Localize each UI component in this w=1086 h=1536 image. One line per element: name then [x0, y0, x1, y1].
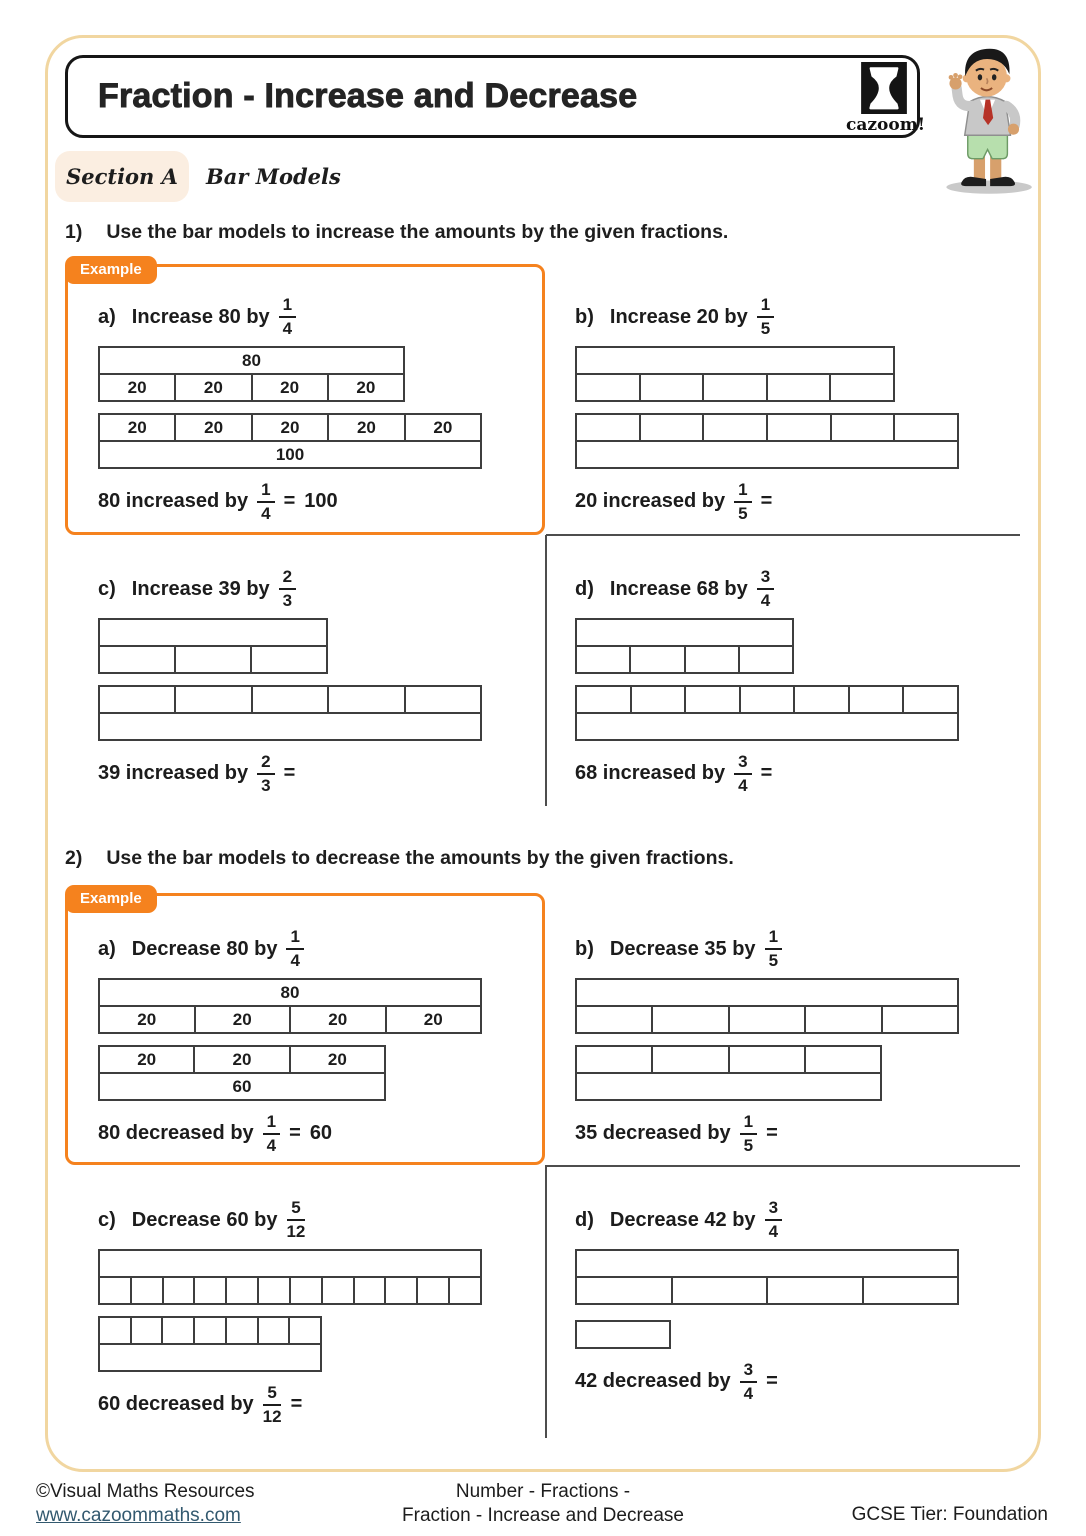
bar-cell	[651, 1007, 727, 1032]
bar-cell: 20	[194, 1007, 290, 1032]
part-title: Decrease 42 by	[609, 1208, 756, 1231]
fraction: $\frac{1}{4}$	[263, 1112, 280, 1155]
part-title: Increase 80 by	[131, 305, 270, 328]
bar-row	[575, 645, 794, 674]
part-header	[575, 1191, 1037, 1249]
bar-group	[575, 978, 959, 1034]
bar-row	[575, 1276, 959, 1305]
bar-cell	[257, 1318, 289, 1343]
bar-row	[575, 685, 959, 714]
bar-cell	[100, 714, 480, 739]
bar-cell	[629, 647, 683, 672]
bar-row	[98, 346, 405, 375]
part-q1d	[575, 560, 1037, 795]
question-number: 2)	[65, 847, 83, 869]
caption-text: 68 increased by	[575, 762, 726, 785]
bar-cell	[577, 980, 957, 1005]
bar-cell	[728, 1007, 804, 1032]
caption-text: 20 increased by	[575, 490, 726, 513]
part-letter: c)	[98, 1208, 116, 1231]
bar-cell	[193, 1278, 225, 1303]
caption-text: 80 increased by	[98, 490, 249, 513]
fraction: $\frac{1}{4}$	[279, 295, 296, 338]
part-q2b	[575, 920, 1037, 1155]
bar-cell	[793, 687, 848, 712]
cazoom-logo	[846, 62, 926, 135]
bar-cell	[100, 687, 174, 712]
bar-cell: 20	[174, 375, 250, 400]
bar-cell	[651, 1047, 727, 1072]
bar-cell: 20	[289, 1007, 385, 1032]
fraction: $\frac{1}{5}$	[734, 480, 751, 523]
equals-sign: =	[290, 1393, 303, 1416]
bar-row	[575, 712, 959, 741]
bar-row	[575, 978, 959, 1007]
bar-cell	[766, 415, 830, 440]
fraction: $\frac{5}{12}$	[286, 1198, 306, 1241]
fraction: $\frac{5}{12}$	[262, 1383, 282, 1426]
part-letter: d)	[575, 1208, 594, 1231]
bar-group	[98, 346, 405, 402]
bar-cell: 20	[127, 417, 147, 437]
bar-group	[575, 1320, 671, 1349]
bar-group	[575, 346, 895, 402]
part-caption	[98, 480, 560, 523]
fraction: $\frac{3}{4}$	[757, 567, 774, 610]
equals-sign: =	[760, 490, 773, 513]
bar-cell	[893, 415, 957, 440]
bar-group	[98, 413, 482, 469]
part-caption	[575, 1360, 1037, 1403]
bar-row	[575, 440, 959, 469]
bar-cell: 20	[327, 415, 403, 440]
bar-cell: 20	[137, 1049, 157, 1069]
bar-cell	[161, 1318, 193, 1343]
equals-sign: =	[760, 762, 773, 785]
bar-cell	[577, 1322, 669, 1347]
bar-cell	[130, 1278, 162, 1303]
bar-cell	[639, 415, 703, 440]
question-2-heading	[65, 847, 734, 870]
part-header	[575, 920, 1037, 978]
bar-cell	[577, 647, 629, 672]
part-letter: c)	[98, 577, 116, 600]
bar-cell	[100, 1278, 130, 1303]
tier-label: GCSE Tier: Foundation	[851, 1504, 1048, 1525]
part-caption	[98, 752, 560, 795]
fraction: $\frac{3}{4}$	[765, 1198, 782, 1241]
bar-cell: 20	[251, 375, 327, 400]
part-q2d	[575, 1191, 1037, 1403]
bar-group	[575, 1249, 959, 1305]
bar-group	[98, 1249, 482, 1305]
bar-cell: 20	[385, 1007, 481, 1032]
bar-cell	[881, 1007, 957, 1032]
bar-group	[98, 978, 482, 1034]
bar-cell	[404, 687, 480, 712]
bar-group	[575, 618, 794, 674]
bar-row	[575, 1072, 882, 1101]
bar-cell	[100, 1251, 480, 1276]
question-prompt: Use the bar models to increase the amounts by the given fractions.	[106, 221, 729, 243]
bar-cell	[702, 415, 766, 440]
bar-row	[98, 1072, 386, 1101]
bar-cell	[288, 1318, 320, 1343]
bar-group	[98, 685, 482, 741]
bar-row	[575, 346, 895, 375]
part-caption	[98, 1383, 560, 1426]
part-header	[98, 1191, 560, 1249]
bar-cell: 20	[404, 415, 480, 440]
bar-cell	[829, 375, 893, 400]
bar-cell	[100, 647, 174, 672]
row-divider	[546, 1165, 1020, 1167]
bar-cell	[728, 1047, 804, 1072]
caption-result: 100	[304, 490, 338, 513]
bar-row	[98, 1276, 482, 1305]
bar-row	[575, 373, 895, 402]
bar-cell	[321, 1278, 353, 1303]
bar-row	[98, 978, 482, 1007]
bar-row	[575, 1320, 671, 1349]
caption-text: 39 increased by	[98, 762, 249, 785]
website-link[interactable]: www.cazoommaths.com	[36, 1505, 241, 1526]
bar-cell: 20	[137, 1009, 157, 1029]
bar-cell	[577, 620, 792, 645]
bar-cell: 20	[251, 415, 327, 440]
bar-group	[98, 1045, 386, 1101]
bar-row	[98, 645, 328, 674]
bar-group	[98, 1316, 322, 1372]
part-q2a	[98, 920, 560, 1155]
caption-text: 35 decreased by	[575, 1122, 731, 1145]
bar-cell	[848, 687, 903, 712]
bar-row	[98, 1316, 322, 1345]
fraction: $\frac{2}{3}$	[257, 752, 274, 795]
bar-cell	[577, 348, 893, 373]
bar-cell	[577, 1074, 880, 1099]
equals-sign: =	[766, 1122, 778, 1145]
part-title: Decrease 35 by	[609, 937, 756, 960]
bar-cell	[100, 620, 326, 645]
caption-text: 60 decreased by	[98, 1393, 254, 1416]
part-header	[575, 560, 1037, 618]
part-title: Increase 68 by	[609, 577, 748, 600]
topic-line-1: Number - Fractions -	[455, 1481, 631, 1502]
part-caption	[575, 752, 1037, 795]
footer-left	[36, 1480, 255, 1528]
bar-cell	[225, 1318, 257, 1343]
bar-cell	[257, 1278, 289, 1303]
section-label: Section A	[66, 164, 178, 189]
bar-cell	[577, 1278, 671, 1303]
bar-row	[98, 712, 482, 741]
question-number: 1)	[65, 221, 83, 243]
bar-group	[98, 618, 328, 674]
part-letter: d)	[575, 577, 594, 600]
bar-cell	[630, 687, 685, 712]
copyright-text: ©Visual Maths Resources	[36, 1481, 255, 1502]
bar-cell	[577, 687, 630, 712]
bar-cell	[174, 647, 250, 672]
bar-cell	[174, 687, 250, 712]
bar-cell	[830, 415, 894, 440]
bar-cell	[902, 687, 957, 712]
bar-row	[575, 1005, 959, 1034]
part-title: Increase 20 by	[609, 305, 748, 328]
title-box	[65, 55, 926, 138]
bar-cell	[671, 1278, 767, 1303]
part-header	[98, 288, 560, 346]
bar-row	[98, 1343, 322, 1372]
equals-sign: =	[766, 1370, 778, 1393]
bar-cell	[416, 1278, 448, 1303]
fraction: $\frac{1}{5}$	[765, 927, 782, 970]
bar-row	[98, 1249, 482, 1278]
bar-cell	[353, 1278, 385, 1303]
row-divider	[546, 534, 1020, 536]
bar-group	[575, 1045, 882, 1101]
section-label-chip	[55, 151, 189, 202]
bar-group	[575, 413, 959, 469]
bar-cell: 20	[193, 1047, 288, 1072]
bar-cell	[639, 375, 703, 400]
part-q1a	[98, 288, 560, 523]
part-letter: b)	[575, 937, 594, 960]
part-header	[98, 560, 560, 618]
bar-cell	[738, 647, 792, 672]
bar-cell	[100, 1345, 320, 1370]
topic-line-2: Fraction - Increase and Decrease	[402, 1505, 684, 1526]
equals-sign: =	[289, 1122, 301, 1145]
bar-cell: 100	[275, 444, 305, 464]
bar-cell	[766, 375, 830, 400]
bar-cell	[577, 1047, 651, 1072]
bar-row	[98, 413, 482, 442]
bar-cell	[577, 415, 639, 440]
bar-row	[575, 1249, 959, 1278]
bar-cell: 20	[174, 415, 250, 440]
bar-row	[575, 413, 959, 442]
mascot-boy-illustration	[922, 42, 1044, 196]
bar-cell	[804, 1007, 880, 1032]
part-caption	[575, 1112, 1037, 1155]
bar-row	[98, 1005, 482, 1034]
bar-cell	[327, 687, 403, 712]
part-letter: a)	[98, 937, 116, 960]
bar-cell	[577, 714, 957, 739]
bar-cell	[739, 687, 794, 712]
bar-cell	[251, 687, 327, 712]
part-q1c	[98, 560, 560, 795]
part-title: Decrease 80 by	[131, 937, 278, 960]
footer-topic	[363, 1480, 723, 1528]
bar-group	[575, 685, 959, 741]
part-header	[98, 920, 560, 978]
question-prompt: Use the bar models to decrease the amounts by the given fractions.	[106, 847, 734, 869]
fraction: $\frac{3}{4}$	[734, 752, 751, 795]
bar-cell: 60	[232, 1076, 252, 1096]
fraction: $\frac{3}{4}$	[740, 1360, 757, 1403]
fraction: $\frac{1}{4}$	[257, 480, 274, 523]
page-title: Fraction - Increase and Decrease	[98, 77, 638, 115]
bar-cell	[577, 375, 639, 400]
bar-row	[98, 618, 328, 647]
bar-cell	[130, 1318, 162, 1343]
fraction: $\frac{1}{4}$	[286, 927, 303, 970]
part-letter: a)	[98, 305, 116, 328]
bar-row	[98, 1045, 386, 1074]
bar-cell	[862, 1278, 958, 1303]
bar-cell: 80	[280, 982, 300, 1002]
part-letter: b)	[575, 305, 594, 328]
bar-row	[98, 440, 482, 469]
bar-row	[98, 685, 482, 714]
part-title: Increase 39 by	[131, 577, 270, 600]
bar-cell	[448, 1278, 480, 1303]
fraction: $\frac{1}{5}$	[740, 1112, 757, 1155]
bar-cell	[193, 1318, 225, 1343]
brand-name: cazoom!	[846, 115, 926, 135]
example-badge-1: Example	[65, 256, 157, 284]
part-caption	[98, 1112, 560, 1155]
bar-cell	[162, 1278, 194, 1303]
bar-cell: 80	[242, 350, 261, 370]
bar-cell	[289, 1278, 321, 1303]
question-1-heading	[65, 221, 728, 244]
fraction: $\frac{1}{5}$	[757, 295, 774, 338]
fraction: $\frac{2}{3}$	[279, 567, 296, 610]
bar-cell	[384, 1278, 416, 1303]
bar-cell	[250, 647, 326, 672]
bar-cell	[100, 1318, 130, 1343]
caption-text: 80 decreased by	[98, 1122, 254, 1145]
part-header	[575, 288, 1037, 346]
bar-row	[98, 373, 405, 402]
section-title: Bar Models	[206, 164, 341, 189]
bar-row	[575, 618, 794, 647]
bar-row	[575, 1045, 882, 1074]
part-q1b	[575, 288, 1037, 523]
bar-cell	[684, 647, 738, 672]
bar-cell: 20	[127, 377, 147, 397]
part-title: Decrease 60 by	[131, 1208, 278, 1231]
bar-cell	[804, 1047, 880, 1072]
bar-cell	[766, 1278, 862, 1303]
bar-cell	[577, 442, 957, 467]
bar-cell	[225, 1278, 257, 1303]
bar-cell	[577, 1251, 957, 1276]
bar-cell	[684, 687, 739, 712]
equals-sign: =	[283, 490, 296, 513]
part-q2c	[98, 1191, 560, 1426]
equals-sign: =	[283, 762, 296, 785]
part-caption	[575, 480, 1037, 523]
djembe-drum-icon	[861, 62, 907, 114]
bar-cell	[702, 375, 766, 400]
caption-result: 60	[309, 1122, 333, 1145]
caption-text: 42 decreased by	[575, 1370, 731, 1393]
bar-cell: 20	[327, 375, 403, 400]
example-badge-2: Example	[65, 885, 157, 913]
bar-cell: 20	[289, 1047, 384, 1072]
bar-cell	[577, 1007, 651, 1032]
